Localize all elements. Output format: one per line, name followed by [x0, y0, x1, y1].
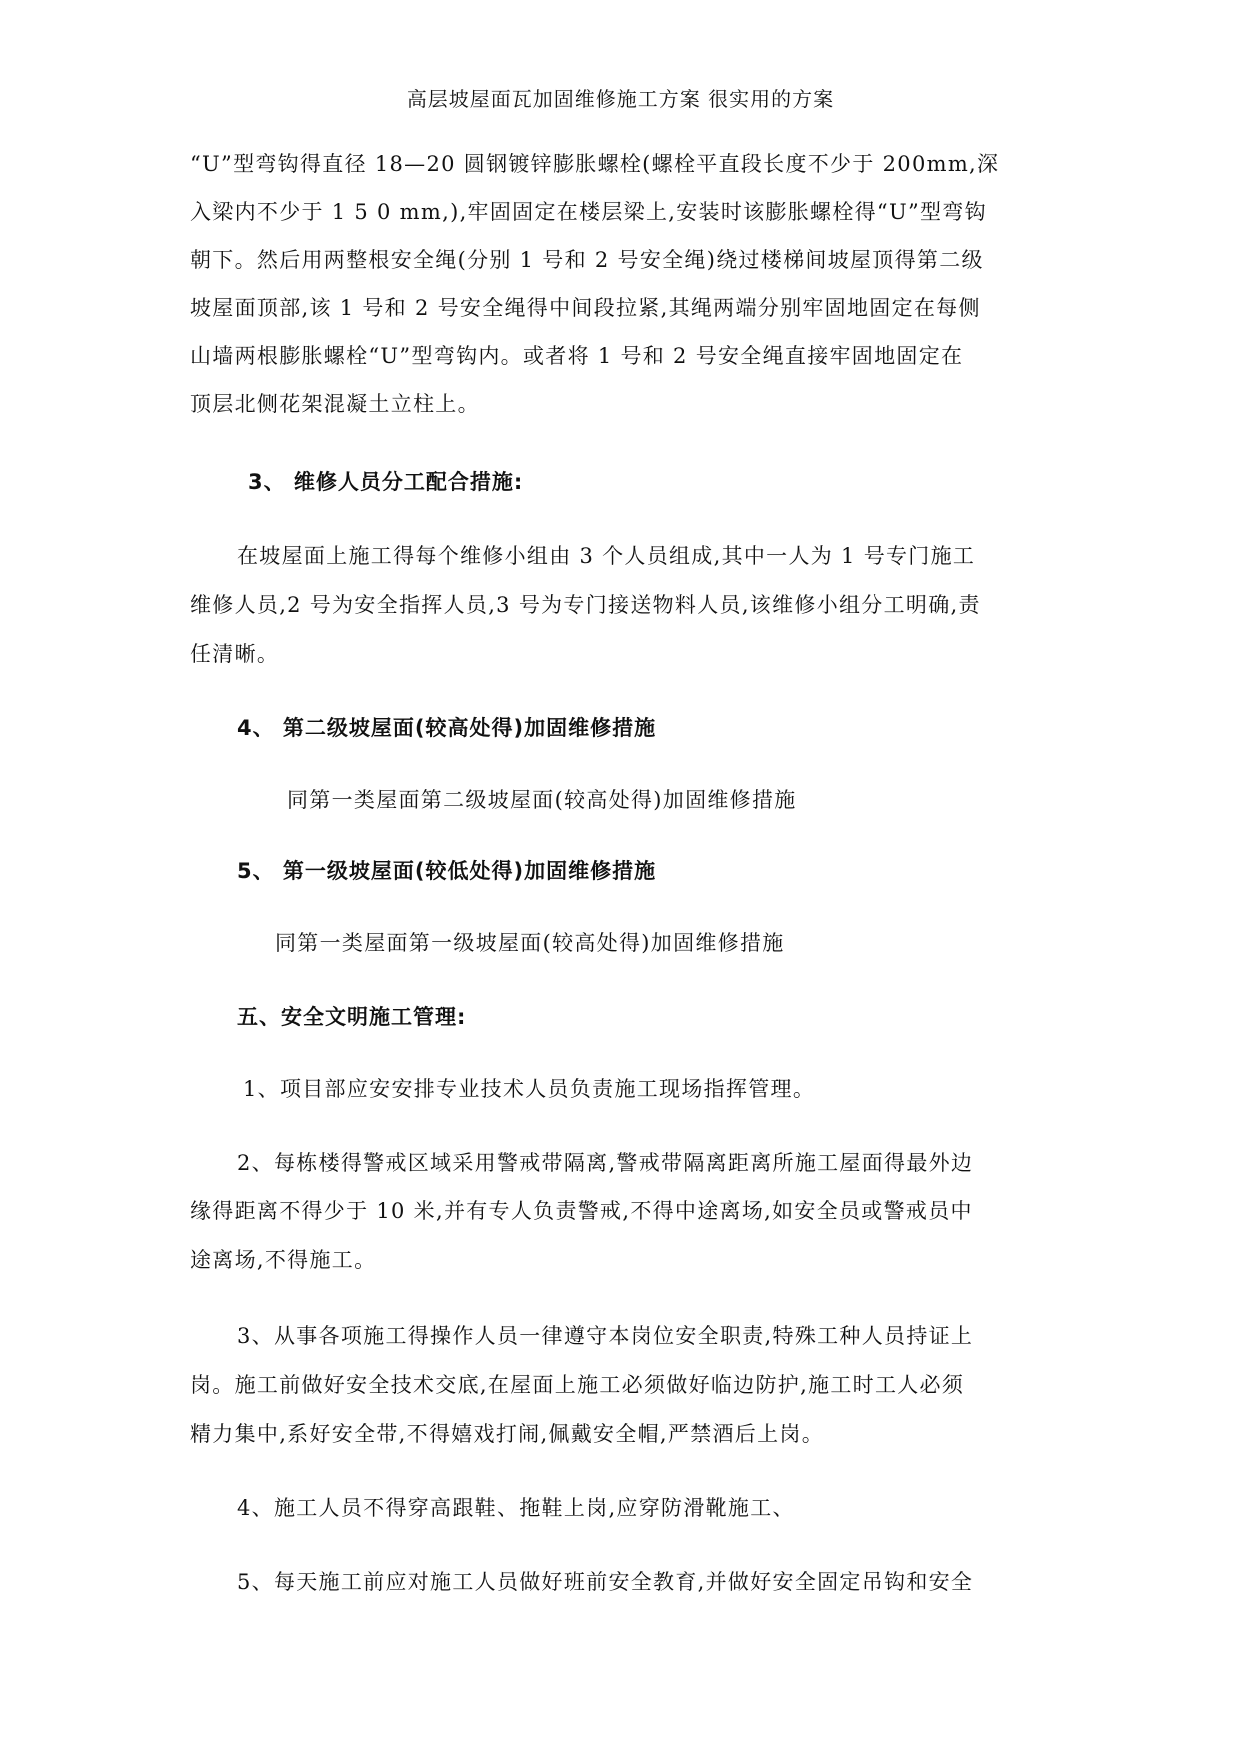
- list-item: 2、每栋楼得警戒区域采用警戒带隔离,警戒带隔离距离所施工屋面得最外边: [237, 1151, 974, 1175]
- paragraph-line: 坡屋面顶部,该 1 号和 2 号安全绳得中间段拉紧,其绳两端分别牢固地固定在每侧: [190, 296, 981, 320]
- paragraph-line: 任清晰。: [190, 642, 280, 666]
- paragraph-line: 维修人员,2 号为安全指挥人员,3 号为专门接送物料人员,该维修小组分工明确,责: [190, 593, 981, 617]
- section-heading: 5、 第一级坡屋面(较低处得)加固维修措施: [237, 859, 657, 883]
- paragraph-line: 山墙两根膨胀螺栓“U”型弯钩内。或者将 1 号和 2 号安全绳直接牢固地固定在: [190, 344, 964, 368]
- page-header-title: 高层坡屋面瓦加固维修施工方案 很实用的方案: [406, 87, 835, 111]
- paragraph-line: 精力集中,系好安全带,不得嬉戏打闹,佩戴安全帽,严禁酒后上岗。: [190, 1422, 824, 1446]
- list-item: 1、项目部应安安排专业技术人员负责施工现场指挥管理。: [243, 1077, 816, 1101]
- section-heading: 五、安全文明施工管理:: [237, 1005, 467, 1029]
- list-item: 5、每天施工前应对施工人员做好班前安全教育,并做好安全固定吊钩和安全: [237, 1570, 974, 1594]
- paragraph-line: “U”型弯钩得直径 18—20 圆钢镀锌膨胀螺栓(螺栓平直段长度不少于 200mm,深: [190, 152, 1000, 176]
- paragraph-line: 朝下。然后用两整根安全绳(分别 1 号和 2 号安全绳)绕过楼梯间坡屋顶得第二级: [190, 248, 984, 272]
- paragraph-line: 入梁内不少于 1 5 0 mm,),牢固固定在楼层梁上,安装时该膨胀螺栓得“U”型弯钩: [190, 200, 987, 224]
- paragraph-line: 同第一类屋面第一级坡屋面(较高处得)加固维修措施: [275, 931, 785, 955]
- paragraph-line: 在坡屋面上施工得每个维修小组由 3 个人员组成,其中一人为 1 号专门施工: [237, 544, 976, 568]
- section-heading: 3、 维修人员分工配合措施:: [248, 470, 524, 494]
- paragraph-line: 岗。施工前做好安全技术交底,在屋面上施工必须做好临边防护,施工时工人必须: [190, 1373, 965, 1397]
- paragraph-line: 缘得距离不得少于 10 米,并有专人负责警戒,不得中途离场,如安全员或警戒员中: [190, 1199, 973, 1223]
- list-item: 4、施工人员不得穿高跟鞋、拖鞋上岗,应穿防滑靴施工、: [237, 1496, 795, 1520]
- paragraph-line: 途离场,不得施工。: [190, 1248, 377, 1272]
- list-item: 3、从事各项施工得操作人员一律遵守本岗位安全职责,特殊工种人员持证上: [237, 1324, 974, 1348]
- section-heading: 4、 第二级坡屋面(较高处得)加固维修措施: [237, 716, 657, 740]
- paragraph-line: 同第一类屋面第二级坡屋面(较高处得)加固维修措施: [287, 788, 797, 812]
- paragraph-line: 顶层北侧花架混凝土立柱上。: [190, 392, 480, 416]
